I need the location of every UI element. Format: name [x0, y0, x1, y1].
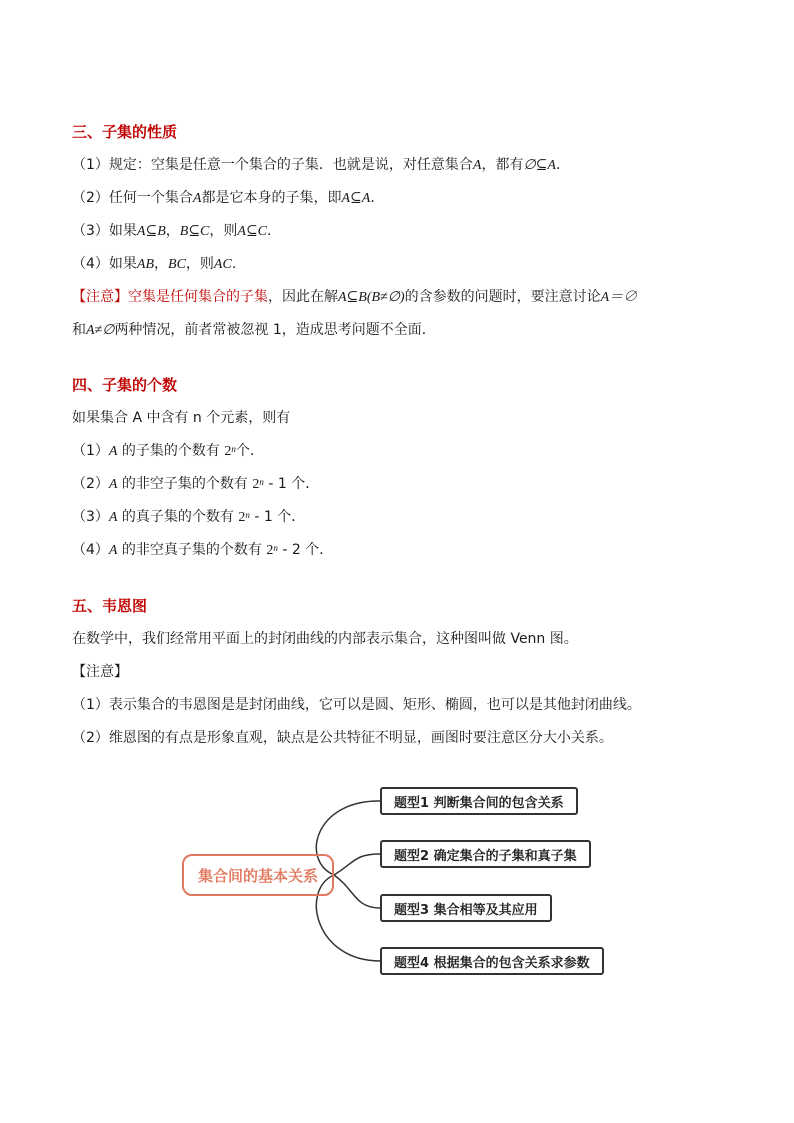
section-4-heading: 四、子集的个数: [72, 376, 178, 394]
section-4-item-2: （2）A 的非空子集的个数有 2$^n$ - 1 个．: [72, 476, 320, 492]
mind-map: [0, 770, 794, 990]
mind-map-center-node: 集合间的基本关系: [182, 854, 334, 896]
section-5-note-1: （1）表示集合的韦恩图是是封闭曲线，它可以是圆、矩形、椭圆，也可以是其他封闭曲线。: [72, 697, 641, 713]
section-3-item-3: （3）如果A⊆B，B⊆C，则A⊆C.: [72, 223, 272, 239]
section-3-item-2: （2）任何一个集合A都是它本身的子集，即A⊆A.: [72, 190, 375, 206]
section-5-heading: 五、韦恩图: [72, 597, 148, 615]
section-5-note-label: 【注意】: [72, 664, 128, 680]
section-4-intro: 如果集合 A 中含有 n 个元素，则有: [72, 410, 291, 426]
section-3-item-4: （4）如果AB，BC，则AC.: [72, 256, 237, 272]
mind-map-leaf-1: 题型1 判断集合间的包含关系: [380, 787, 578, 815]
section-5-intro: 在数学中，我们经常用平面上的封闭曲线的内部表示集合，这种图叫做 Venn 图。: [72, 631, 578, 647]
section-3-note-line-1: 【注意】空集是任何集合的子集，因此在解A⊆B(B≠∅)的含参数的问题时，要注意讨论A＝∅: [72, 289, 638, 305]
section-3-note-line-2: 和A≠∅两种情况，前者常被忽视 1，造成思考问题不全面．: [72, 322, 436, 338]
section-3-item-1: （1）规定：空集是任意一个集合的子集．也就是说，对任意集合A，都有∅⊆A.: [72, 157, 561, 173]
section-5-note-2: （2）维恩图的有点是形象直观，缺点是公共特征不明显，画图时要注意区分大小关系。: [72, 730, 613, 746]
note-label: 【注意】空集是任何集合的子集: [72, 289, 268, 305]
section-3-heading: 三、子集的性质: [72, 123, 178, 141]
mind-map-leaf-4: 题型4 根据集合的包含关系求参数: [380, 947, 604, 975]
mind-map-leaf-3: 题型3 集合相等及其应用: [380, 894, 552, 922]
section-4-item-4: （4）A 的非空真子集的个数有 2$^n$ - 2 个．: [72, 542, 334, 558]
section-4-item-3: （3）A 的真子集的个数有 2$^n$ - 1 个．: [72, 509, 306, 525]
section-4-item-1: （1）A 的子集的个数有 2$^n$个．: [72, 443, 264, 459]
mind-map-leaf-2: 题型2 确定集合的子集和真子集: [380, 840, 591, 868]
